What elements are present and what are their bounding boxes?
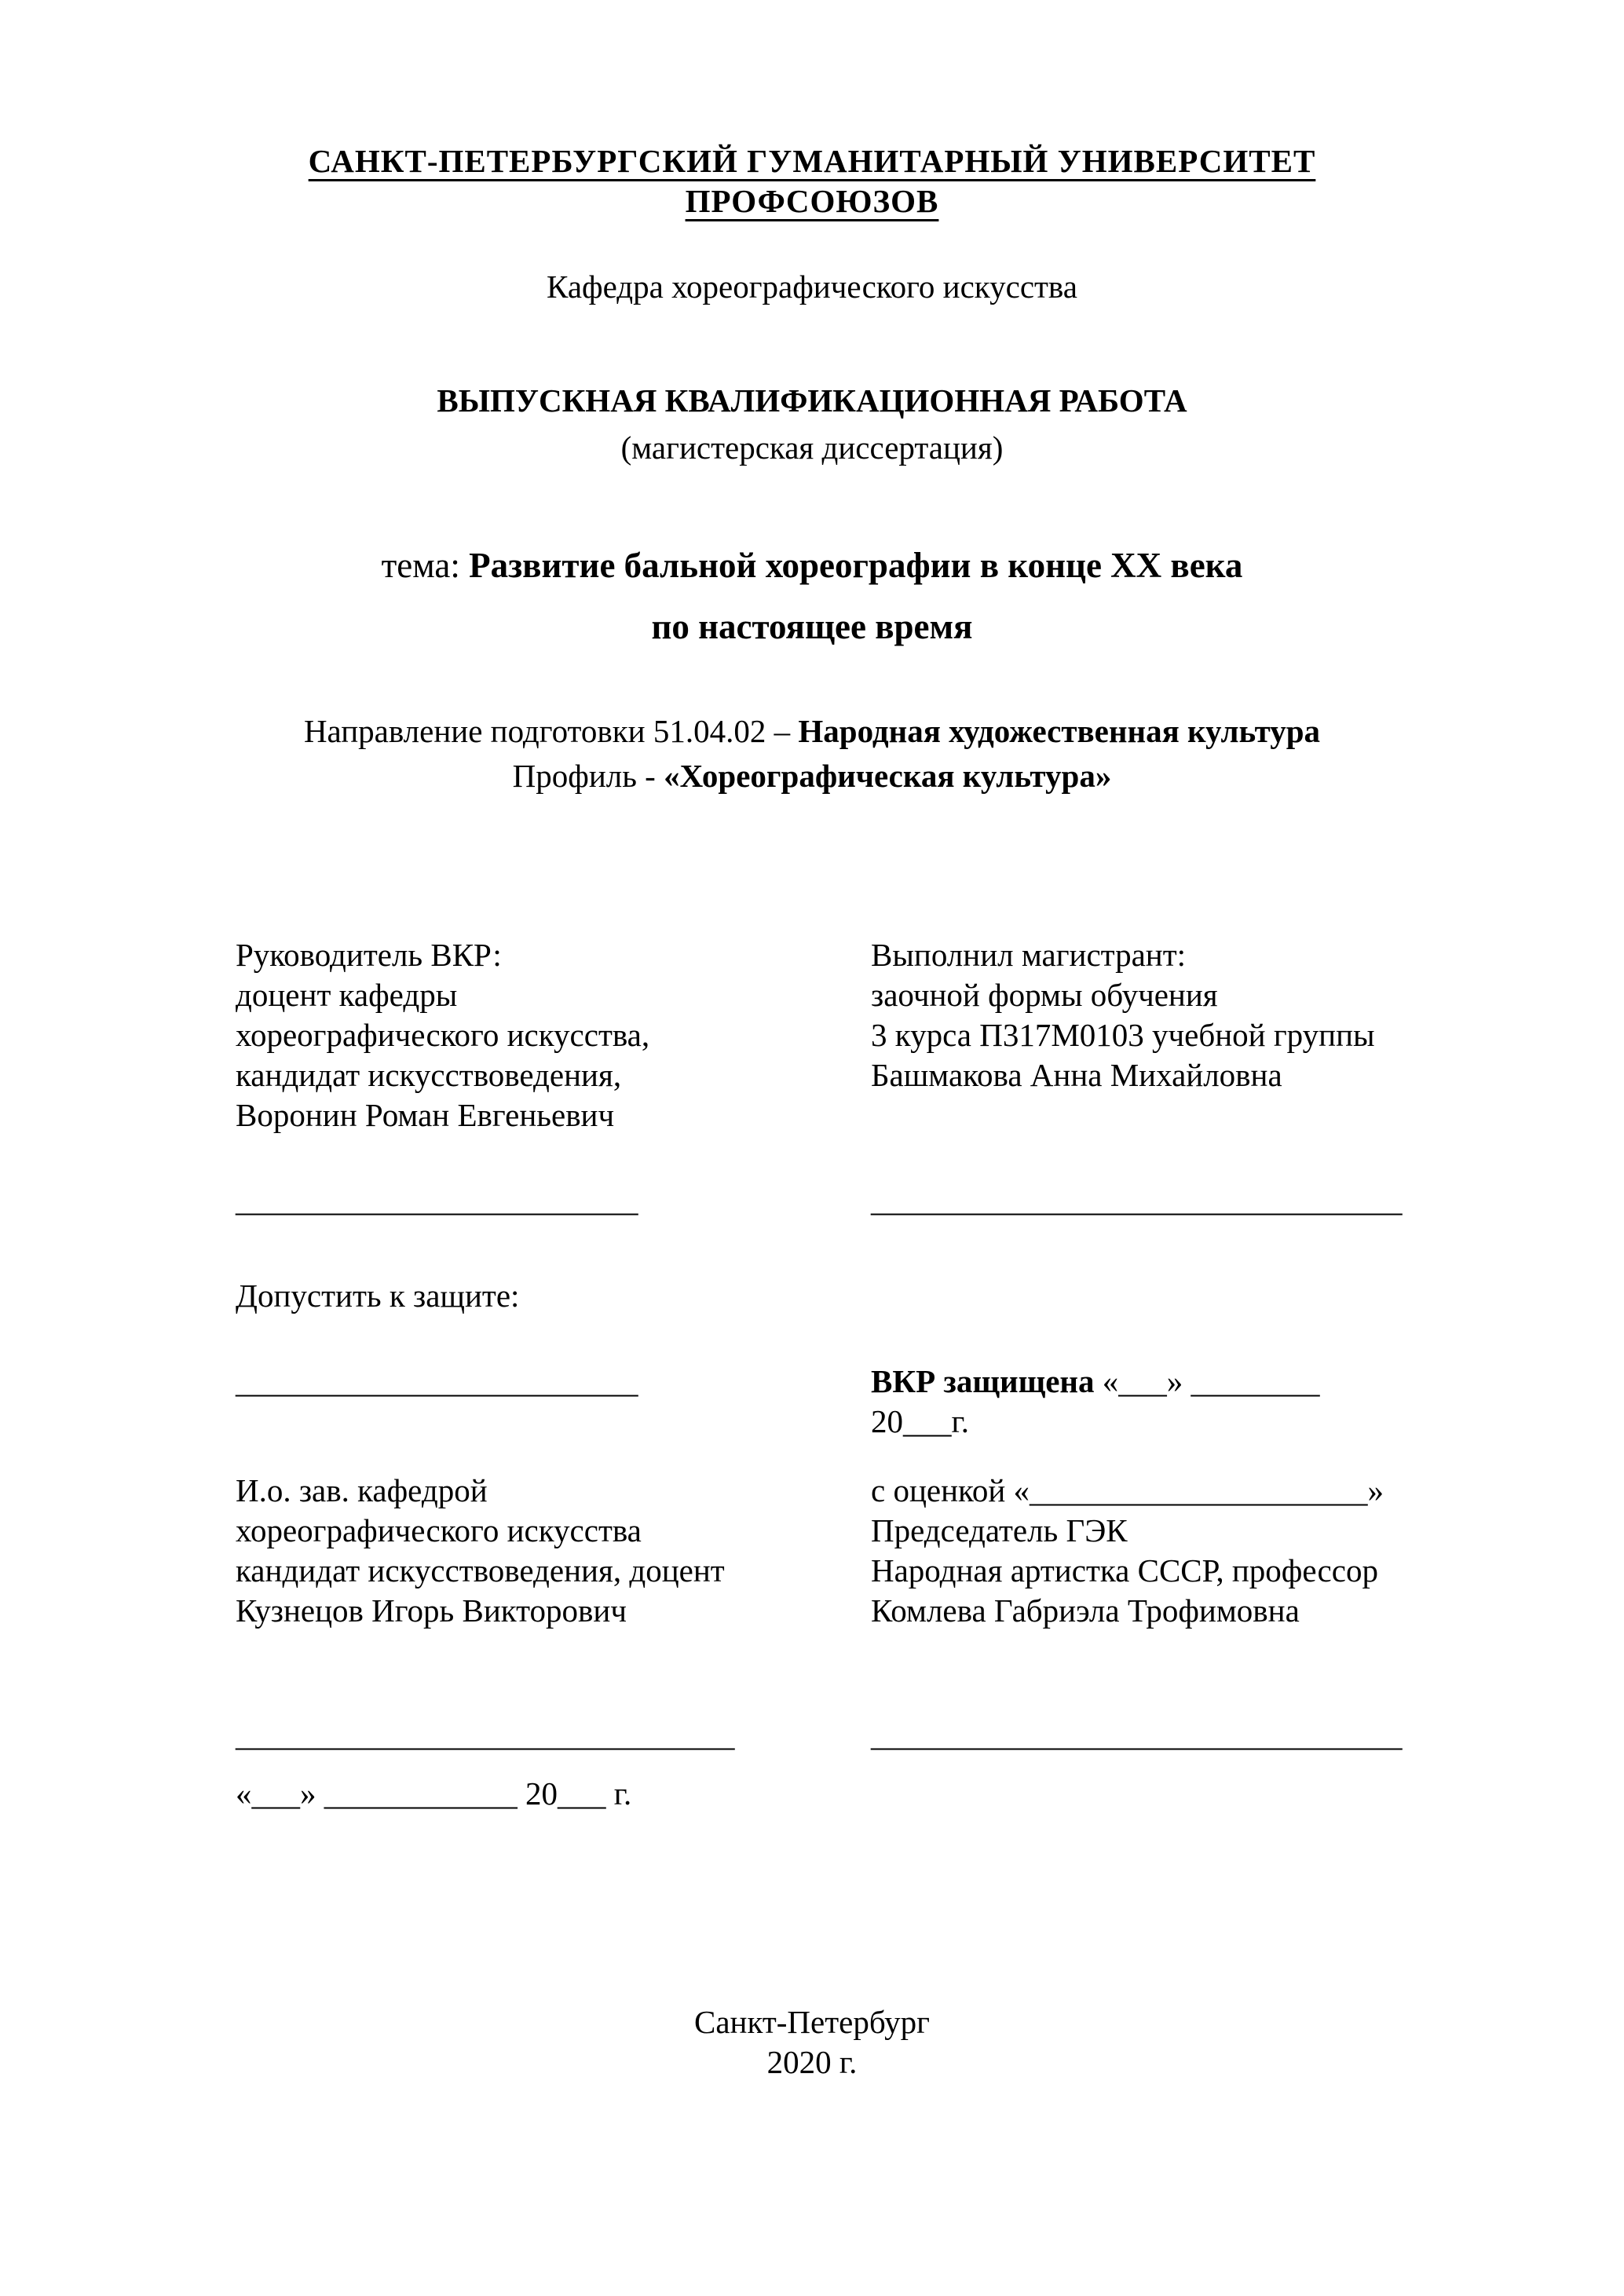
chair-signature-line: _________________________________ — [871, 1717, 1403, 1753]
admission-label: Допустить к защите: — [236, 1278, 520, 1314]
head-name: Кузнецов Игорь Викторович — [236, 1592, 627, 1629]
head-line-3: кандидат искусствоведения, доцент — [236, 1552, 725, 1589]
student-signature-line: _________________________________ — [871, 1182, 1403, 1218]
grade-line: с оценкой «_____________________» — [871, 1472, 1384, 1508]
signature-lines-row-1 — [236, 1180, 1403, 1220]
head-line-2: хореографического искусства — [236, 1512, 642, 1548]
supervisor-line-2: хореографического искусства, — [236, 1017, 650, 1053]
program-block — [236, 709, 1388, 799]
student-name: Башмакова Анна Михайловна — [871, 1057, 1282, 1093]
student-heading: Выполнил магистрант: — [871, 937, 1187, 973]
officials-row — [236, 1471, 1388, 1631]
defense-label-bold: ВКР защищена — [871, 1363, 1095, 1399]
chair-name: Комлева Габриэла Трофимовна — [871, 1592, 1300, 1629]
student-line-2: 3 курса П317М0103 учебной группы — [871, 1017, 1375, 1053]
footer-city: Санкт-Петербург — [694, 2004, 930, 2040]
direction-value: Народная художественная культура — [798, 713, 1321, 749]
gec-chair-block — [871, 1471, 1388, 1631]
chair-line: Народная артистка СССР, профессор — [871, 1552, 1378, 1589]
profile-line — [236, 754, 1388, 799]
date-row — [236, 1774, 1388, 1814]
footer-block — [0, 2002, 1624, 2082]
university-title: САНКТ-ПЕТЕРБУРГСКИЙ ГУМАНИТАРНЫЙ УНИВЕРСИТЕТ ПРОФСОЮЗОВ — [308, 143, 1316, 219]
direction-label: Направление подготовки 51.04.02 – — [303, 713, 799, 749]
topic-text-line-2: по настоящее время — [651, 607, 973, 646]
topic-block — [236, 535, 1388, 657]
topic-line-1 — [236, 535, 1388, 596]
profile-label: Профиль - — [512, 758, 664, 794]
student-line-1: заочной формы обучения — [871, 977, 1218, 1013]
head-line-1: И.о. зав. кафедрой — [236, 1472, 488, 1508]
supervisor-line-3: кандидат искусствоведения, — [236, 1057, 622, 1093]
department-name: Кафедра хореографического искусства — [547, 269, 1077, 305]
profile-value: «Хореографическая культура» — [664, 758, 1112, 794]
supervisor-block — [236, 935, 871, 1135]
admission-date-line: «___» ____________ 20___ г. — [236, 1775, 632, 1812]
supervisor-name: Воронин Роман Евгеньевич — [236, 1097, 615, 1133]
supervisor-line-1: доцент кафедры — [236, 977, 458, 1013]
work-type-title: ВЫПУСКНАЯ КВАЛИФИКАЦИОННАЯ РАБОТА — [437, 382, 1187, 419]
signature-lines-row-2 — [236, 1715, 1403, 1755]
chair-title: Председатель ГЭК — [871, 1512, 1128, 1548]
footer-year: 2020 г. — [766, 2044, 858, 2080]
work-subtype: (магистерская диссертация) — [620, 430, 1004, 466]
defense-label-rest: «___» ________ 20___г. — [871, 1363, 1320, 1439]
admission-signature-row — [236, 1362, 1388, 1442]
admission-signature-line: _________________________ — [236, 1363, 638, 1399]
student-block — [871, 935, 1388, 1095]
topic-text-line-1: Развитие бальной хореографии в конце XX века — [469, 546, 1243, 585]
supervisor-heading: Руководитель ВКР: — [236, 937, 502, 973]
defense-statement-line — [871, 1362, 1388, 1442]
admission-label-row — [236, 1276, 1388, 1316]
signatories-row — [236, 935, 1388, 1135]
head-signature-line: _______________________________ — [236, 1717, 735, 1753]
supervisor-signature-line: _________________________ — [236, 1182, 638, 1218]
topic-label: тема: — [381, 546, 470, 585]
direction-line — [236, 709, 1388, 754]
department-head-block — [236, 1471, 871, 1631]
